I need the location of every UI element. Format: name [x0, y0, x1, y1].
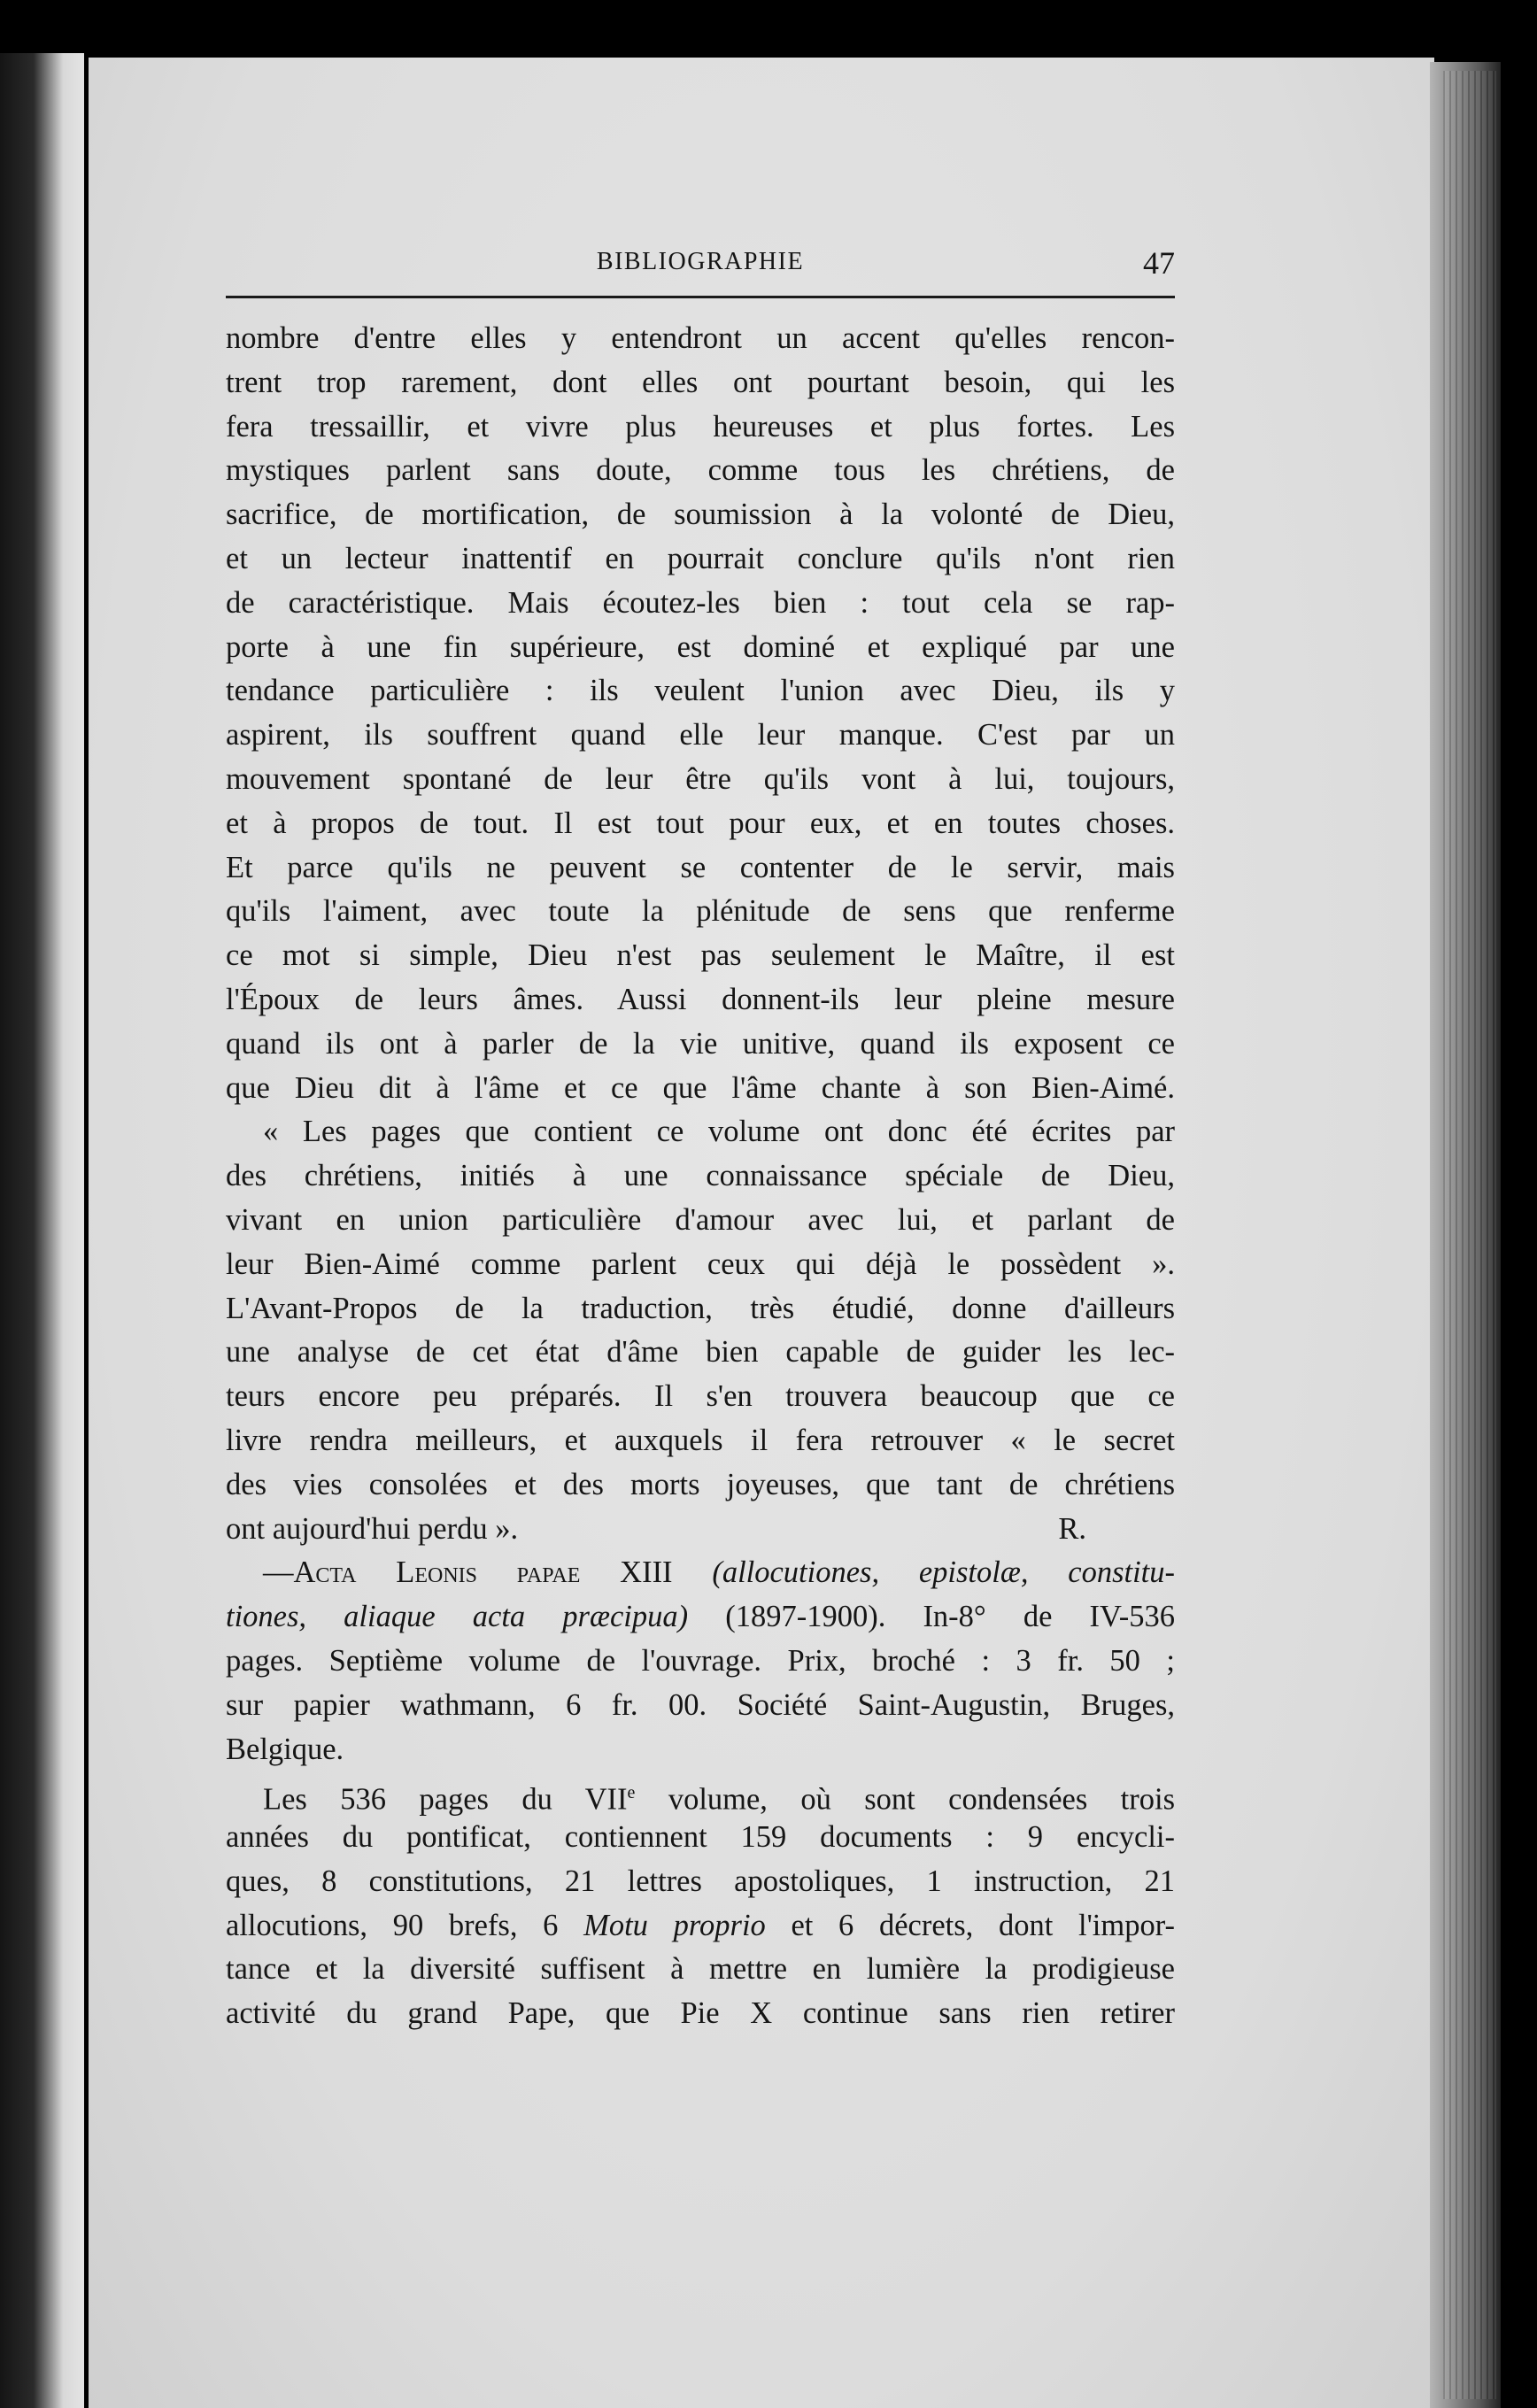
superscript: e	[627, 1783, 636, 1803]
text-line	[226, 1595, 1175, 1640]
text-line: pages. Septième volume de l'ouvrage. Prix, broché : 3 fr. 50 ;	[226, 1643, 1175, 1678]
text-line: teurs encore peu préparés. Il s'en trouvera beaucoup que ce	[226, 1379, 1175, 1414]
text-line: ce mot si simple, Dieu n'est pas seulement le Maître, il est	[226, 938, 1175, 973]
text-line: et un lecteur inattentif en pourrait conclure qu'ils n'ont rien	[226, 541, 1175, 575]
text-line: quand ils ont à parler de la vie unitive, quand ils exposent ce	[226, 1026, 1175, 1061]
page-stack-lines	[1443, 71, 1496, 2399]
text-line: sur papier wathmann, 6 fr. 00. Société Saint-Augustin, Bruges,	[226, 1687, 1175, 1722]
text-line: mystiques parlent sans doute, comme tous les chrétiens, de	[226, 453, 1175, 488]
author-signature: R.	[1058, 1511, 1086, 1546]
text-line	[226, 1771, 1175, 1816]
left-page-edge	[0, 53, 84, 2408]
text-line: Et parce qu'ils ne peuvent se contenter de le servir, mais	[226, 850, 1175, 884]
text-line: Belgique.	[226, 1732, 344, 1766]
text-line: activité du grand Pape, que Pie X continue sans rien retirer	[226, 1996, 1175, 2031]
text-span: Les 536 pages du VII	[263, 1782, 628, 1817]
text-line: mouvement spontané de leur être qu'ils vont à lui, toujours,	[226, 761, 1175, 796]
text-line: vivant en union particulière d'amour avec lui, et parlant de	[226, 1202, 1175, 1237]
entry-dates: (1897-1900). In-8° de IV-536	[688, 1600, 1175, 1634]
italic-term: Motu proprio	[583, 1908, 766, 1942]
text-line: qu'ils l'aiment, avec toute la plénitude de sens que renferme	[226, 894, 1175, 929]
paragraph	[226, 1771, 1175, 2036]
bibliography-entry	[226, 1551, 1175, 1771]
text-line: livre rendra meilleurs, et auxquels il fera retrouver « le secret	[226, 1423, 1175, 1457]
text-line: nombre d'entre elles y entendront un accent qu'elles rencon-	[226, 321, 1175, 355]
text-line: et à propos de tout. Il est tout pour eux, et en toutes choses.	[226, 806, 1175, 840]
text-line: leur Bien-Aimé comme parlent ceux qui déjà le possèdent ».	[226, 1246, 1175, 1281]
text-line	[226, 1551, 1175, 1595]
text-line: de caractéristique. Mais écoutez-les bien : tout cela se rap-	[226, 585, 1175, 620]
text-line: une analyse de cet état d'âme bien capable de guider les lec-	[226, 1335, 1175, 1370]
body-text	[226, 317, 1175, 2036]
closing-quote-text: ont aujourd'hui perdu ».	[226, 1511, 519, 1546]
text-line: tendance particulière : ils veulent l'union avec Dieu, ils y	[226, 674, 1175, 708]
text-line	[226, 1508, 1175, 1552]
text-span: et 6 décrets, dont l'impor-	[765, 1908, 1176, 1942]
text-line: des chrétiens, initiés à une connaissance spéciale de Dieu,	[226, 1159, 1175, 1193]
text-line: tance et la diversité suffisent à mettre en lumière la prodigieuse	[226, 1952, 1175, 1987]
paragraph	[226, 1110, 1175, 1551]
entry-dash: —	[263, 1555, 294, 1590]
text-line: aspirent, ils souffrent quand elle leur manque. C'est par un	[226, 718, 1175, 752]
text-line: porte à une fin supérieure, est dominé et expliqué par une	[226, 629, 1175, 664]
text-line: L'Avant-Propos de la traduction, très étudié, donne d'ailleurs	[226, 1291, 1175, 1325]
text-line	[226, 1904, 1175, 1949]
text-line: l'Époux de leurs âmes. Aussi donnent-ils leur pleine mesure	[226, 982, 1175, 1016]
text-span: allocutions, 90 brefs, 6	[226, 1908, 584, 1942]
text-line: que Dieu dit à l'âme et ce que l'âme chante à son Bien-Aimé.	[226, 1070, 1175, 1105]
header-rule	[226, 296, 1175, 298]
entry-subtitle-cont: tiones, aliaque acta præcipua)	[226, 1600, 689, 1634]
text-span: volume, où sont condensées trois	[635, 1782, 1175, 1817]
text-line: fera tressaillir, et vivre plus heureuses et plus fortes. Les	[226, 409, 1175, 444]
text-line: années du pontificat, contiennent 159 documents : 9 encycli-	[226, 1820, 1175, 1855]
entry-subtitle: (allocutiones, epistolæ, constitu-	[712, 1555, 1175, 1590]
text-line: trent trop rarement, dont elles ont pourtant besoin, qui les	[226, 365, 1175, 399]
paragraph	[226, 317, 1175, 1110]
text-line: ques, 8 constitutions, 21 lettres apostoliques, 1 instruction, 21	[226, 1864, 1175, 1898]
page-number: 47	[1143, 245, 1175, 281]
text-line: des vies consolées et des morts joyeuses, que tant de chrétiens	[226, 1467, 1175, 1501]
running-title: BIBLIOGRAPHIE	[596, 248, 805, 275]
entry-title: Acta Leonis papae XIII	[293, 1555, 673, 1590]
text-line: « Les pages que contient ce volume ont donc été écrites par	[263, 1115, 1175, 1149]
page-header	[226, 244, 1175, 289]
text-line: sacrifice, de mortification, de soumission à la volonté de Dieu,	[226, 498, 1175, 532]
